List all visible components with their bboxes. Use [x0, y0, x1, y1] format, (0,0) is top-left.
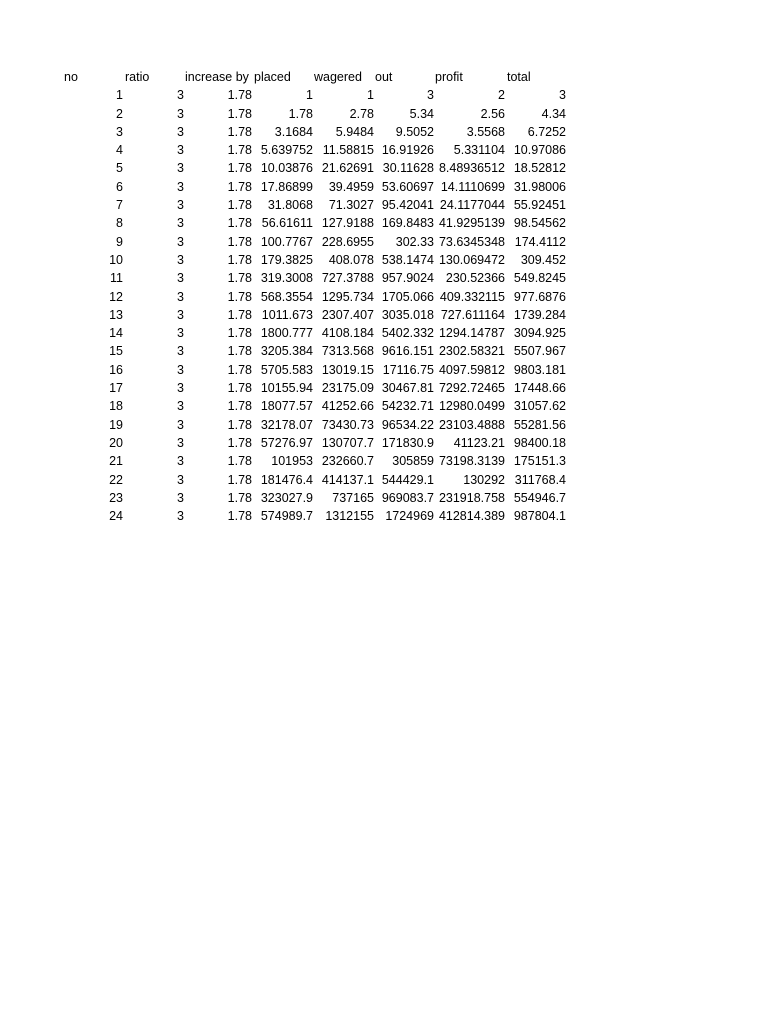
- cell-wagered[interactable]: 2.78: [349, 106, 374, 121]
- cell-profit[interactable]: 41.9295139: [438, 216, 505, 231]
- cell-ratio[interactable]: 3: [177, 399, 184, 414]
- cell-ratio[interactable]: 3: [177, 216, 184, 231]
- cell-wagered[interactable]: 727.3788: [321, 271, 374, 286]
- cell-wagered[interactable]: 232660.7: [321, 454, 374, 469]
- cell-increase-by[interactable]: 1.78: [227, 472, 252, 487]
- cell-total[interactable]: 18.52812: [513, 161, 566, 176]
- cell-increase-by[interactable]: 1.78: [227, 362, 252, 377]
- cell-profit[interactable]: 14.1110699: [440, 179, 505, 194]
- cell-ratio[interactable]: 3: [177, 124, 184, 139]
- cell-no[interactable]: 8: [116, 216, 123, 231]
- cell-placed[interactable]: 3205.384: [260, 344, 313, 359]
- cell-increase-by[interactable]: 1.78: [227, 124, 252, 139]
- cell-placed[interactable]: 3.1684: [274, 124, 313, 139]
- cell-total[interactable]: 977.6876: [513, 289, 566, 304]
- cell-increase-by[interactable]: 1.78: [227, 88, 252, 103]
- cell-total[interactable]: 10.97086: [513, 143, 566, 158]
- cell-profit[interactable]: 73198.3139: [438, 454, 505, 469]
- table-row: [0, 251, 768, 269]
- cell-no[interactable]: 14: [109, 326, 123, 341]
- cell-out[interactable]: 169.8483: [381, 216, 434, 231]
- header-increase-by[interactable]: increase by: [185, 70, 249, 84]
- cell-wagered[interactable]: 7313.568: [321, 344, 374, 359]
- cell-wagered[interactable]: 73430.73: [321, 417, 374, 432]
- cell-ratio[interactable]: 3: [177, 234, 184, 249]
- cell-out[interactable]: 3035.018: [381, 307, 434, 322]
- cell-profit[interactable]: 7292.72465: [438, 381, 505, 396]
- cell-no[interactable]: 10: [109, 252, 123, 267]
- cell-no[interactable]: 9: [116, 234, 123, 249]
- cell-wagered[interactable]: 4108.184: [321, 326, 374, 341]
- cell-total[interactable]: 3: [559, 88, 566, 103]
- cell-no[interactable]: 11: [110, 271, 123, 286]
- cell-no[interactable]: 16: [109, 362, 123, 377]
- cell-wagered[interactable]: 41252.66: [321, 399, 374, 414]
- cell-ratio[interactable]: 3: [177, 417, 184, 432]
- cell-increase-by[interactable]: 1.78: [227, 399, 252, 414]
- cell-profit[interactable]: 230.52366: [445, 271, 505, 286]
- cell-placed[interactable]: 5705.583: [260, 362, 313, 377]
- cell-ratio[interactable]: 3: [177, 271, 184, 286]
- cell-out[interactable]: 1724969: [385, 509, 434, 524]
- cell-wagered[interactable]: 408.078: [328, 252, 374, 267]
- cell-out[interactable]: 969083.7: [381, 490, 434, 505]
- cell-total[interactable]: 31.98006: [513, 179, 566, 194]
- cell-placed[interactable]: 323027.9: [260, 490, 313, 505]
- cell-no[interactable]: 20: [109, 435, 123, 450]
- cell-ratio[interactable]: 3: [177, 88, 184, 103]
- cell-wagered[interactable]: 1: [367, 88, 374, 103]
- header-out[interactable]: out: [375, 70, 393, 84]
- cell-placed[interactable]: 568.3554: [260, 289, 313, 304]
- table-row: [0, 416, 768, 434]
- cell-ratio[interactable]: 3: [177, 252, 184, 267]
- cell-ratio[interactable]: 3: [177, 490, 184, 505]
- cell-increase-by[interactable]: 1.78: [227, 106, 252, 121]
- spreadsheet: [0, 68, 768, 525]
- header-total[interactable]: total: [507, 70, 531, 84]
- cell-no[interactable]: 19: [109, 417, 123, 432]
- cell-ratio[interactable]: 3: [177, 198, 184, 213]
- table-row: [0, 196, 768, 214]
- cell-ratio[interactable]: 3: [177, 307, 184, 322]
- cell-total[interactable]: 175151.3: [513, 454, 566, 469]
- cell-wagered[interactable]: 1295.734: [321, 289, 374, 304]
- cell-wagered[interactable]: 228.6955: [321, 234, 374, 249]
- cell-out[interactable]: 5402.332: [381, 326, 434, 341]
- table-row: [0, 233, 768, 251]
- table-row: [0, 452, 768, 470]
- cell-increase-by[interactable]: 1.78: [227, 271, 252, 286]
- cell-wagered[interactable]: 5.9484: [335, 124, 374, 139]
- table-row: [0, 178, 768, 196]
- cell-out[interactable]: 5.34: [409, 106, 434, 121]
- cell-increase-by[interactable]: 1.78: [227, 143, 252, 158]
- table-row: [0, 306, 768, 324]
- cell-placed[interactable]: 1800.777: [260, 326, 313, 341]
- cell-wagered[interactable]: 21.62691: [321, 161, 374, 176]
- cell-total[interactable]: 1739.284: [513, 307, 566, 322]
- cell-no[interactable]: 2: [116, 106, 123, 121]
- cell-placed[interactable]: 1.78: [288, 106, 313, 121]
- cell-out[interactable]: 30.11628: [382, 161, 434, 176]
- cell-no[interactable]: 24: [109, 509, 123, 524]
- header-wagered[interactable]: wagered: [314, 70, 362, 84]
- cell-no[interactable]: 17: [109, 381, 123, 396]
- table-row: [0, 123, 768, 141]
- cell-wagered[interactable]: 127.9188: [321, 216, 374, 231]
- cell-ratio[interactable]: 3: [177, 106, 184, 121]
- cell-out[interactable]: 538.1474: [381, 252, 434, 267]
- cell-ratio[interactable]: 3: [177, 161, 184, 176]
- cell-wagered[interactable]: 414137.1: [321, 472, 374, 487]
- cell-total[interactable]: 311768.4: [514, 472, 566, 487]
- cell-profit[interactable]: 231918.758: [438, 490, 505, 505]
- cell-placed[interactable]: 56.61611: [261, 216, 313, 231]
- cell-wagered[interactable]: 23175.09: [321, 381, 374, 396]
- cell-wagered[interactable]: 1312155: [325, 509, 374, 524]
- cell-no[interactable]: 7: [116, 198, 123, 213]
- cell-wagered[interactable]: 13019.15: [321, 362, 374, 377]
- table-row: [0, 269, 768, 287]
- table-row: [0, 105, 768, 123]
- data-rows: [0, 86, 768, 525]
- cell-wagered[interactable]: 130707.7: [321, 435, 374, 450]
- cell-increase-by[interactable]: 1.78: [227, 289, 252, 304]
- cell-out[interactable]: 171830.9: [381, 435, 434, 450]
- cell-wagered[interactable]: 11.58815: [322, 143, 374, 158]
- cell-increase-by[interactable]: 1.78: [227, 161, 252, 176]
- cell-no[interactable]: 3: [116, 124, 123, 139]
- cell-ratio[interactable]: 3: [177, 472, 184, 487]
- cell-total[interactable]: 554946.7: [513, 490, 566, 505]
- cell-profit[interactable]: 73.6345348: [438, 234, 505, 249]
- cell-out[interactable]: 54232.71: [381, 399, 434, 414]
- header-ratio[interactable]: ratio: [125, 70, 150, 84]
- table-row: [0, 86, 768, 104]
- cell-out[interactable]: 53.60697: [381, 179, 434, 194]
- cell-increase-by[interactable]: 1.78: [227, 216, 252, 231]
- cell-no[interactable]: 15: [109, 344, 123, 359]
- cell-total[interactable]: 17448.66: [513, 381, 566, 396]
- cell-profit[interactable]: 41123.21: [453, 435, 505, 450]
- cell-increase-by[interactable]: 1.78: [227, 307, 252, 322]
- cell-profit[interactable]: 412814.389: [438, 509, 505, 524]
- cell-profit[interactable]: 8.48936512: [438, 161, 505, 176]
- cell-placed[interactable]: 179.3825: [260, 252, 313, 267]
- cell-out[interactable]: 9.5052: [395, 124, 434, 139]
- cell-total[interactable]: 55281.56: [513, 417, 566, 432]
- cell-out[interactable]: 544429.1: [381, 472, 434, 487]
- cell-placed[interactable]: 100.7767: [260, 234, 313, 249]
- cell-profit[interactable]: 4097.59812: [438, 362, 505, 377]
- cell-placed[interactable]: 10.03876: [260, 161, 313, 176]
- table-row: [0, 324, 768, 342]
- cell-placed[interactable]: 31.8068: [267, 198, 313, 213]
- cell-increase-by[interactable]: 1.78: [227, 252, 252, 267]
- cell-ratio[interactable]: 3: [177, 289, 184, 304]
- cell-placed[interactable]: 17.86899: [260, 179, 313, 194]
- cell-no[interactable]: 12: [109, 289, 123, 304]
- cell-no[interactable]: 18: [109, 399, 123, 414]
- cell-profit[interactable]: 727.611164: [440, 307, 505, 322]
- cell-out[interactable]: 30467.81: [381, 381, 434, 396]
- cell-placed[interactable]: 181476.4: [260, 472, 313, 487]
- table-row: [0, 214, 768, 232]
- table-row: [0, 342, 768, 360]
- cell-increase-by[interactable]: 1.78: [227, 435, 252, 450]
- cell-ratio[interactable]: 3: [177, 435, 184, 450]
- cell-profit[interactable]: 2302.58321: [438, 344, 505, 359]
- cell-total[interactable]: 3094.925: [513, 326, 566, 341]
- cell-profit[interactable]: 23103.4888: [438, 417, 505, 432]
- cell-increase-by[interactable]: 1.78: [227, 381, 252, 396]
- cell-placed[interactable]: 57276.97: [260, 435, 313, 450]
- cell-ratio[interactable]: 3: [177, 381, 184, 396]
- cell-ratio[interactable]: 3: [177, 454, 184, 469]
- cell-ratio[interactable]: 3: [177, 326, 184, 341]
- cell-placed[interactable]: 32178.07: [260, 417, 313, 432]
- cell-ratio[interactable]: 3: [177, 143, 184, 158]
- cell-profit[interactable]: 130.069472: [438, 252, 505, 267]
- cell-no[interactable]: 23: [109, 490, 123, 505]
- table-row: [0, 288, 768, 306]
- cell-ratio[interactable]: 3: [177, 179, 184, 194]
- cell-out[interactable]: 3: [427, 88, 434, 103]
- cell-placed[interactable]: 319.3008: [260, 271, 313, 286]
- cell-placed[interactable]: 1: [306, 88, 313, 103]
- table-row: [0, 507, 768, 525]
- cell-out[interactable]: 957.9024: [381, 271, 434, 286]
- cell-total[interactable]: 98.54562: [513, 216, 566, 231]
- cell-increase-by[interactable]: 1.78: [227, 198, 252, 213]
- cell-ratio[interactable]: 3: [177, 344, 184, 359]
- table-row: [0, 361, 768, 379]
- cell-total[interactable]: 987804.1: [513, 509, 566, 524]
- cell-total[interactable]: 5507.967: [513, 344, 566, 359]
- cell-profit[interactable]: 3.5568: [466, 124, 505, 139]
- cell-out[interactable]: 96534.22: [381, 417, 434, 432]
- cell-total[interactable]: 9803.181: [513, 362, 566, 377]
- header-placed[interactable]: placed: [254, 70, 291, 84]
- table-row: [0, 489, 768, 507]
- cell-out[interactable]: 17116.75: [382, 362, 434, 377]
- table-row: [0, 379, 768, 397]
- cell-wagered[interactable]: 71.3027: [328, 198, 374, 213]
- cell-no[interactable]: 22: [109, 472, 123, 487]
- cell-out[interactable]: 95.42041: [381, 198, 434, 213]
- header-profit[interactable]: profit: [435, 70, 463, 84]
- cell-placed[interactable]: 10155.94: [260, 381, 313, 396]
- table-row: [0, 434, 768, 452]
- cell-wagered[interactable]: 39.4959: [328, 179, 374, 194]
- cell-no[interactable]: 4: [116, 143, 123, 158]
- table-row: [0, 397, 768, 415]
- cell-increase-by[interactable]: 1.78: [227, 509, 252, 524]
- cell-no[interactable]: 13: [109, 307, 123, 322]
- cell-no[interactable]: 6: [116, 179, 123, 194]
- cell-profit[interactable]: 1294.14787: [438, 326, 505, 341]
- cell-placed[interactable]: 101953: [271, 454, 313, 469]
- header-no[interactable]: no: [64, 70, 78, 84]
- cell-wagered[interactable]: 737165: [332, 490, 374, 505]
- cell-increase-by[interactable]: 1.78: [227, 454, 252, 469]
- cell-out[interactable]: 302.33: [395, 234, 434, 249]
- cell-profit[interactable]: 24.1177044: [439, 198, 505, 213]
- cell-placed[interactable]: 1011.673: [261, 307, 313, 322]
- table-row: [0, 141, 768, 159]
- cell-increase-by[interactable]: 1.78: [227, 490, 252, 505]
- cell-profit[interactable]: 5.331104: [453, 143, 505, 158]
- cell-out[interactable]: 16.91926: [381, 143, 434, 158]
- cell-total[interactable]: 549.8245: [513, 271, 566, 286]
- cell-profit[interactable]: 409.332115: [439, 289, 505, 304]
- cell-total[interactable]: 174.4112: [514, 234, 566, 249]
- cell-wagered[interactable]: 2307.407: [321, 307, 374, 322]
- cell-profit[interactable]: 130292: [463, 472, 505, 487]
- cell-total[interactable]: 4.34: [541, 106, 566, 121]
- cell-ratio[interactable]: 3: [177, 509, 184, 524]
- cell-no[interactable]: 21: [109, 454, 123, 469]
- cell-out[interactable]: 9616.151: [381, 344, 434, 359]
- table-row: [0, 159, 768, 177]
- cell-out[interactable]: 1705.066: [381, 289, 434, 304]
- table-row: [0, 471, 768, 489]
- cell-profit[interactable]: 2: [498, 88, 505, 103]
- cell-ratio[interactable]: 3: [177, 362, 184, 377]
- cell-increase-by[interactable]: 1.78: [227, 179, 252, 194]
- cell-total[interactable]: 55.92451: [513, 198, 566, 213]
- cell-profit[interactable]: 2.56: [480, 106, 505, 121]
- cell-total[interactable]: 309.452: [520, 252, 566, 267]
- cell-out[interactable]: 305859: [392, 454, 434, 469]
- cell-increase-by[interactable]: 1.78: [227, 234, 252, 249]
- cell-increase-by[interactable]: 1.78: [227, 326, 252, 341]
- cell-total[interactable]: 6.7252: [527, 124, 566, 139]
- cell-no[interactable]: 1: [116, 88, 123, 103]
- cell-profit[interactable]: 12980.0499: [438, 399, 505, 414]
- cell-increase-by[interactable]: 1.78: [227, 417, 252, 432]
- cell-total[interactable]: 98400.18: [513, 435, 566, 450]
- cell-placed[interactable]: 18077.57: [260, 399, 313, 414]
- cell-no[interactable]: 5: [116, 161, 123, 176]
- header-row: [0, 68, 768, 86]
- cell-placed[interactable]: 574989.7: [260, 509, 313, 524]
- cell-increase-by[interactable]: 1.78: [227, 344, 252, 359]
- cell-placed[interactable]: 5.639752: [260, 143, 313, 158]
- cell-total[interactable]: 31057.62: [513, 399, 566, 414]
